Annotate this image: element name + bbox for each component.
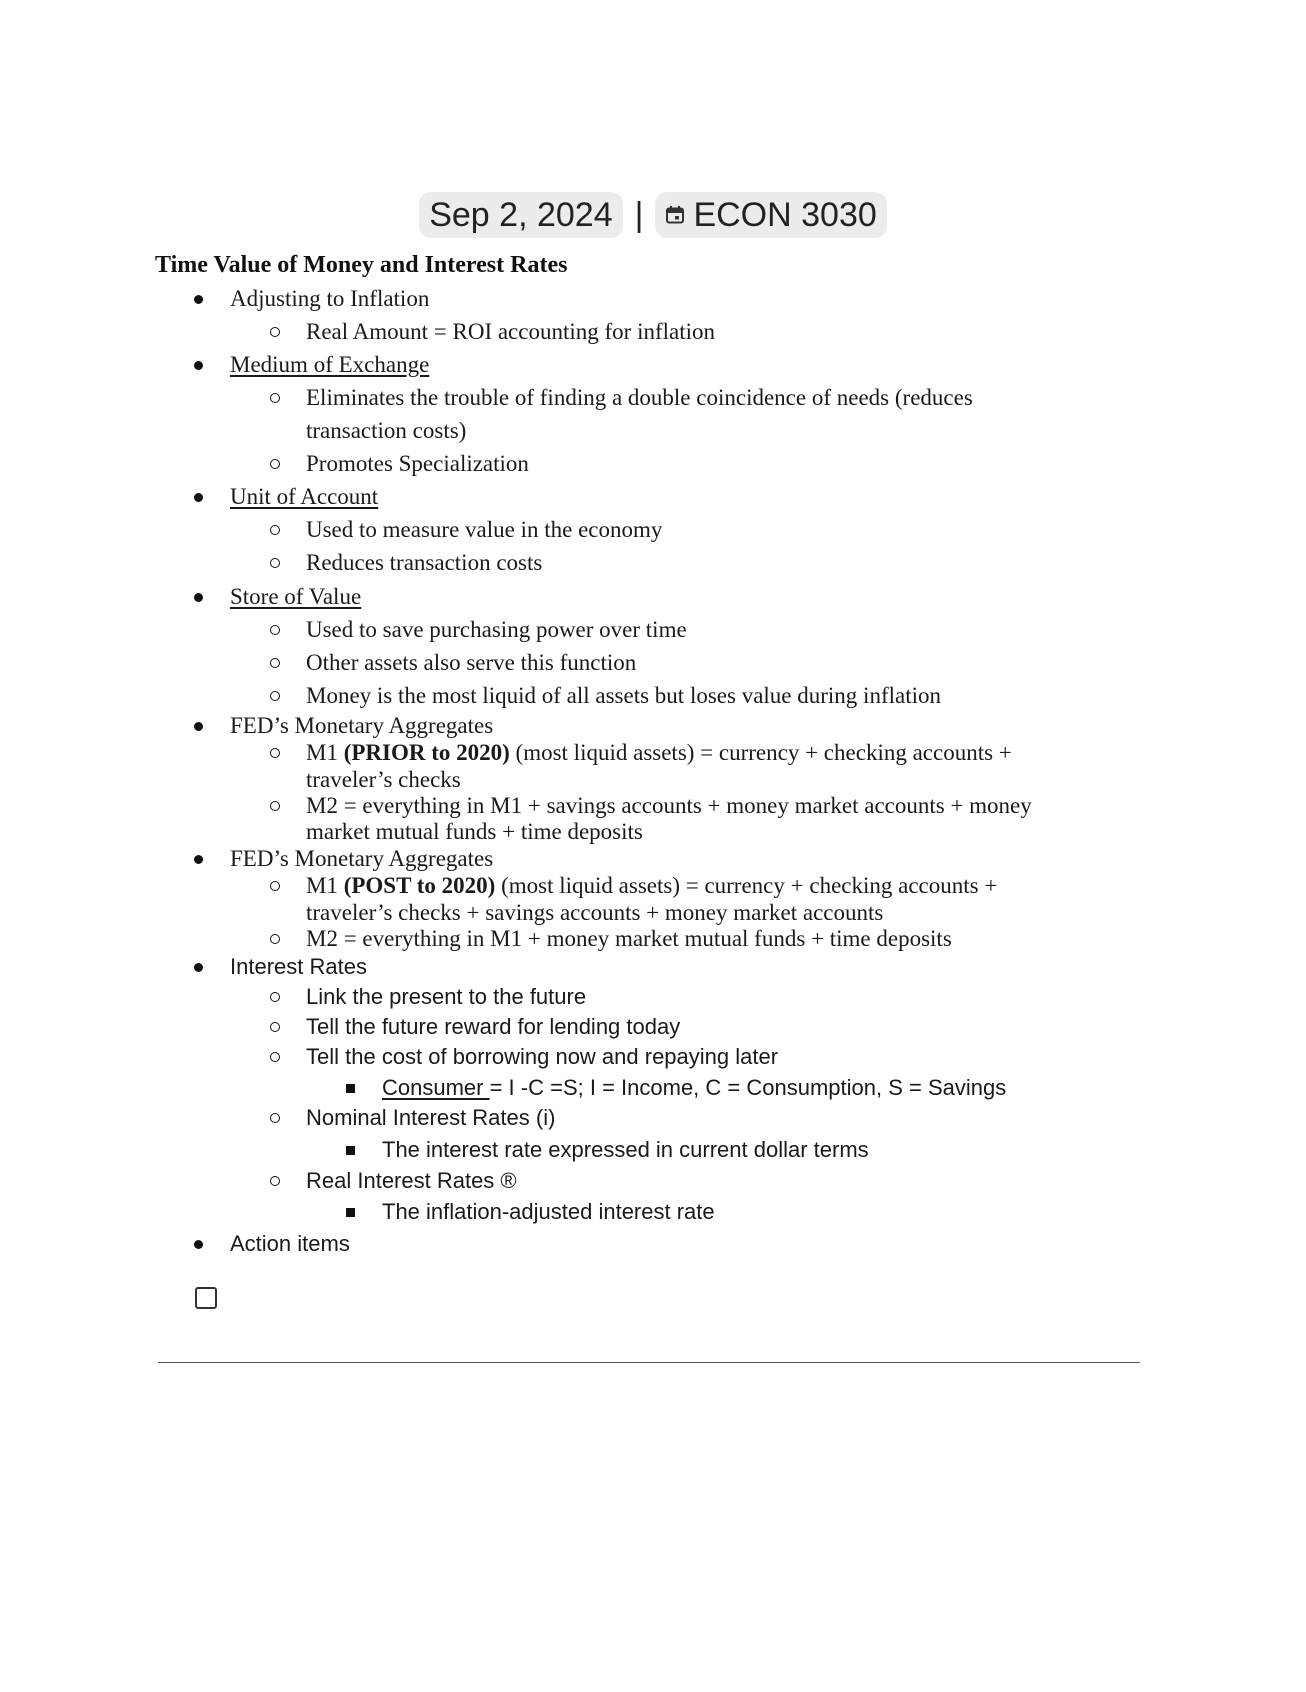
list-item-text: Tell the cost of borrowing now and repaying later: [306, 1044, 779, 1069]
bullet-circle: [270, 934, 280, 944]
list-item: [230, 713, 493, 739]
document-header: [0, 192, 1306, 238]
bullet-square: [346, 1084, 355, 1093]
list-item-label: Unit of Account: [230, 484, 379, 509]
list-item: [230, 846, 493, 872]
list-item: [382, 1199, 715, 1225]
bullet-circle: [270, 658, 280, 668]
bullet-disc: [194, 295, 203, 304]
list-item: [306, 1044, 778, 1070]
list-item: [306, 984, 586, 1010]
horizontal-rule: [158, 1362, 1140, 1363]
list-item: [306, 385, 973, 411]
list-item-continuation: [306, 418, 466, 444]
list-item-text: traveler’s checks: [306, 767, 461, 792]
m1-period: (PRIOR to 2020): [343, 740, 510, 765]
list-item-text: traveler’s checks + savings accounts + money market accounts: [306, 900, 884, 925]
bullet-circle: [270, 327, 280, 337]
bullet-circle: [270, 691, 280, 701]
bullet-circle: [270, 1176, 280, 1186]
bullet-disc: [194, 493, 203, 502]
list-item-text: M2 = everything in M1 + savings accounts + money market accounts + money: [306, 793, 1032, 818]
event-chip[interactable]: [655, 192, 886, 238]
list-item-label: FED’s Monetary Aggregates: [230, 713, 494, 738]
bullet-disc: [194, 1240, 203, 1249]
list-item: [306, 740, 1012, 766]
list-item-text: Other assets also serve this function: [306, 650, 637, 675]
list-item: [382, 1075, 1006, 1101]
list-item-text: Money is the most liquid of all assets but loses value during inflation: [306, 683, 941, 708]
bullet-disc: [194, 963, 203, 972]
bullet-circle: [270, 1113, 280, 1123]
bullet-disc: [194, 722, 203, 731]
event-text: ECON 3030: [693, 196, 877, 234]
m1-period: (POST to 2020): [343, 873, 496, 898]
bullet-circle: [270, 992, 280, 1002]
list-item-text: Promotes Specialization: [306, 451, 529, 476]
action-item-checkbox[interactable]: [195, 1287, 217, 1309]
list-item-text: Eliminates the trouble of finding a double coincidence of needs (reduces: [306, 385, 973, 410]
list-item-text: Tell the future reward for lending today: [306, 1014, 681, 1039]
list-item-text: Used to measure value in the economy: [306, 517, 663, 542]
list-item: [230, 484, 378, 510]
list-item: [306, 451, 529, 477]
list-item: [306, 1168, 517, 1194]
list-item-text: market mutual funds + time deposits: [306, 819, 643, 844]
list-item: [230, 286, 429, 312]
bullet-circle: [270, 393, 280, 403]
document-title: Time Value of Money and Interest Rates: [155, 252, 568, 278]
list-item-text: Reduces transaction costs: [306, 550, 543, 575]
bullet-circle: [270, 801, 280, 811]
date-chip[interactable]: [419, 192, 622, 238]
list-item-continuation: [306, 767, 461, 793]
bullet-circle: [270, 525, 280, 535]
list-item: [306, 1014, 680, 1040]
header-separator: |: [634, 195, 644, 234]
list-item-text: Link the present to the future: [306, 984, 587, 1009]
list-item-text: The inflation-adjusted interest rate: [382, 1199, 715, 1224]
list-item-continuation: [306, 900, 883, 926]
bullet-circle: [270, 1022, 280, 1032]
bullet-square: [346, 1146, 355, 1155]
list-item-text: Real Interest Rates ®: [306, 1168, 517, 1193]
m1-definition: (most liquid assets) = currency + checking accounts +: [509, 740, 1012, 765]
list-item-label: Store of Value: [230, 584, 362, 609]
list-item-text: Used to save purchasing power over time: [306, 617, 687, 642]
list-item-continuation: [306, 819, 643, 845]
list-item: [230, 954, 367, 980]
bullet-circle: [270, 881, 280, 891]
date-text: Sep 2, 2024: [429, 196, 613, 234]
list-item: [382, 1137, 869, 1163]
list-item-text: Nominal Interest Rates (i): [306, 1105, 556, 1130]
list-item: [306, 550, 542, 576]
list-item-text: The interest rate expressed in current dollar terms: [382, 1137, 869, 1162]
bullet-square: [346, 1208, 355, 1217]
bullet-circle: [270, 748, 280, 758]
list-item: [230, 1231, 350, 1257]
list-item-label: FED’s Monetary Aggregates: [230, 846, 494, 871]
list-item: [306, 1105, 555, 1131]
list-item-label: Adjusting to Inflation: [230, 286, 430, 311]
list-item-text: M2 = everything in M1 + money market mutual funds + time deposits: [306, 926, 952, 951]
list-item: [306, 319, 715, 345]
list-item-text: Real Amount = ROI accounting for inflation: [306, 319, 716, 344]
list-item-label: Medium of Exchange: [230, 352, 430, 377]
consumer-formula: = I -C =S; I = Income, C = Consumption, S = Savings: [489, 1075, 1007, 1100]
list-item: [306, 617, 687, 643]
m1-prefix: M1: [306, 740, 344, 765]
bullet-circle: [270, 459, 280, 469]
list-item: [306, 650, 636, 676]
m1-definition: (most liquid assets) = currency + checking accounts +: [495, 873, 998, 898]
list-item-label: Action items: [230, 1231, 350, 1256]
list-item: [306, 873, 997, 899]
list-item: [306, 926, 952, 952]
bullet-disc: [194, 593, 203, 602]
m1-prefix: M1: [306, 873, 344, 898]
list-item: [306, 517, 662, 543]
list-item-label: Interest Rates: [230, 954, 367, 979]
list-item-text: transaction costs): [306, 418, 467, 443]
bullet-disc: [194, 855, 203, 864]
bullet-circle: [270, 625, 280, 635]
bullet-circle: [270, 558, 280, 568]
bullet-circle: [270, 1052, 280, 1062]
bullet-disc: [194, 361, 203, 370]
list-item: [306, 793, 1032, 819]
consumer-label: Consumer: [382, 1075, 490, 1100]
calendar-icon: [665, 205, 685, 225]
list-item: [230, 352, 429, 378]
list-item: [306, 683, 941, 709]
list-item: [230, 584, 361, 610]
